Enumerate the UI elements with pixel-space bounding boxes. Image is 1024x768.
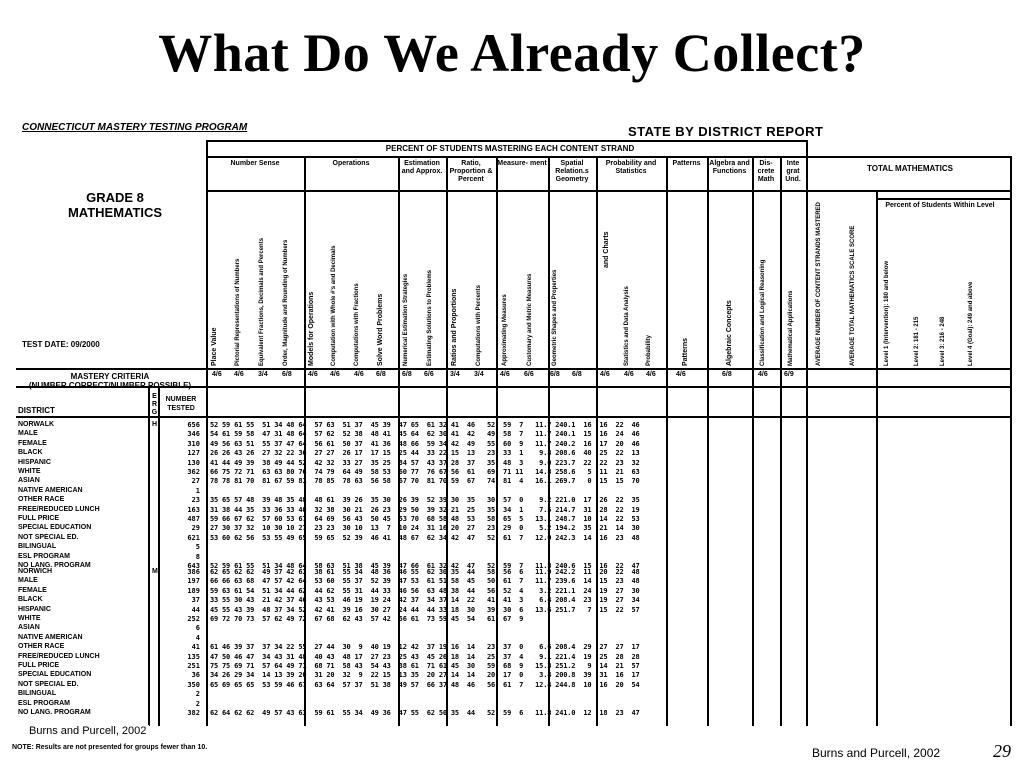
subcolumn-label: Approximating Measures <box>502 294 508 366</box>
grade-label: GRADE 8 MATHEMATICS <box>67 190 163 220</box>
subcolumn-label: Patterns <box>682 337 689 366</box>
row-values: 54 61 59 58 47 31 48 64 57 62 52 38 48 41 45 64 62 30 41 42 49 58 7 11.7 240.1 15 16 24 46 <box>210 430 640 439</box>
grid-line <box>206 190 1010 192</box>
row-number-tested: 5 <box>195 543 200 552</box>
subcolumn-label: Level 3: 216 - 248 <box>940 316 946 366</box>
row-values: 66 66 63 68 47 57 42 64 53 60 55 37 52 39 47 53 61 51 58 45 50 61 7 11.7 239.6 14 15 23 48 <box>210 577 640 586</box>
row-values: 33 55 30 43 21 42 37 46 43 53 46 19 19 24 42 37 34 37 14 22 41 41 3 6.4 208.4 23 19 27 34 <box>210 596 640 605</box>
program-header: CONNECTICUT MASTERY TESTING PROGRAM <box>22 122 248 133</box>
subcolumn-label: Solve Word Problems <box>377 293 384 366</box>
row-label: BILINGUAL <box>18 690 57 698</box>
row-values: 59 66 67 62 57 60 53 67 64 69 56 43 50 45 53 70 68 58 48 53 58 65 5 13.1 248.7 10 14 22 53 <box>210 515 640 523</box>
row-number-tested: 36 <box>191 671 200 680</box>
row-label: NOT SPECIAL ED. <box>18 680 79 688</box>
percent-within-level-header: Percent of Students Within Level <box>885 202 995 209</box>
row-label: ASIAN <box>18 477 40 485</box>
grid-line <box>206 140 806 142</box>
criteria-cell: 3/4 <box>474 371 484 378</box>
row-values: 34 26 29 34 14 13 39 20 31 20 32 9 22 15 13 35 20 27 14 14 20 17 0 3.4 200.8 39 31 16 17 <box>210 671 640 680</box>
row-label: SPECIAL EDUCATION <box>18 671 92 679</box>
row-label: ASIAN <box>18 624 40 632</box>
row-label: FEMALE <box>18 439 47 447</box>
criteria-cell: 6/8 <box>722 371 732 378</box>
row-label: ESL PROGRAM <box>18 552 70 560</box>
row-label: NO LANG. PROGRAM <box>18 709 91 716</box>
row-values: 61 46 39 37 37 34 22 55 27 44 30 9 40 19 12 42 37 19 16 14 23 37 0 6.6 208.4 29 27 27 17 <box>210 643 640 652</box>
row-label: FREE/REDUCED LUNCH <box>18 652 100 660</box>
row-number-tested: 163 <box>187 505 200 514</box>
criteria-cell: 6/8 <box>572 371 582 378</box>
grid-line <box>707 156 709 726</box>
subcolumn-label: Statistics and Data Analysis <box>624 286 630 366</box>
row-label: NORWICH <box>18 568 53 575</box>
row-values: 62 64 62 62 49 57 43 63 59 61 55 34 49 36 47 55 62 50 35 44 52 59 6 11.8 241.0 12 18 23 47 <box>210 709 640 717</box>
row-label: NATIVE AMERICAN <box>18 486 83 494</box>
row-values: 78 78 81 70 81 67 59 81 78 85 78 63 56 58 67 70 81 70 59 67 74 81 4 16.1 269.7 0 15 15 70 <box>210 477 640 486</box>
row-number-tested: 4 <box>195 633 200 642</box>
strand-discrete-math: Dis- crete Math <box>757 160 775 183</box>
number-tested-header: NUMBER TESTED <box>165 396 197 412</box>
row-number-tested: 1 <box>195 486 200 495</box>
grid-line <box>16 416 1010 418</box>
row-values: 26 26 43 26 27 32 22 36 27 27 26 17 17 15 25 44 33 22 15 13 23 33 1 9.8 208.6 40 25 22 13 <box>210 449 640 458</box>
row-values: 41 44 49 39 38 49 44 52 42 32 33 27 35 25 34 57 43 37 28 37 35 48 3 9.0 223.7 22 22 23 32 <box>210 458 640 467</box>
row-number-tested: 621 <box>187 533 200 542</box>
row-number-tested: 252 <box>187 615 200 623</box>
gender-column-header: E R G <box>151 393 158 416</box>
criteria-cell: 4/6 <box>758 371 768 378</box>
row-number-tested: 41 <box>191 643 200 652</box>
row-values: 69 72 70 73 57 62 49 72 67 68 62 43 57 42 56 61 73 59 45 54 61 67 9 <box>210 615 524 623</box>
row-values: 59 63 61 54 51 34 44 62 44 62 55 31 44 33 46 56 63 48 38 44 56 52 4 3.2 221.1 24 19 27 30 <box>210 586 640 595</box>
row-values: 52 59 61 55 51 34 48 64 58 63 51 38 45 39 47 66 61 32 42 47 52 59 7 11.8 240.6 15 16 22 47 <box>210 562 640 570</box>
criteria-cell: 3/4 <box>258 371 268 378</box>
criteria-cell: 3/4 <box>450 371 460 378</box>
row-values: 35 65 57 48 39 48 35 48 48 61 39 26 35 30 26 39 52 39 30 35 30 57 0 9.2 221.0 17 26 22 35 <box>210 496 640 505</box>
subcolumn-label: Numerical Estimation Strategies <box>403 273 409 366</box>
strand-measurement: Measure- ment <box>497 160 547 167</box>
subcolumn-label: AVERAGE TOTAL MATHEMATICS SCALE SCORE <box>850 225 856 366</box>
row-values: 45 55 43 39 48 37 34 52 42 41 39 16 30 27 24 44 44 33 18 30 39 30 6 13.6 251.7 7 15 22 57 <box>210 605 640 614</box>
row-label: FULL PRICE <box>18 515 60 522</box>
row-label: OTHER RACE <box>18 643 65 651</box>
row-number-tested: 8 <box>195 552 200 561</box>
criteria-cell: 4/6 <box>646 371 656 378</box>
row-number-tested: 386 <box>187 568 200 576</box>
grid-line <box>876 190 878 726</box>
strand-patterns: Patterns <box>672 160 701 167</box>
strand-integrated: Inte grat Und. <box>785 160 801 183</box>
row-label: NATIVE AMERICAN <box>18 633 83 641</box>
criteria-cell: 4/6 <box>500 371 510 378</box>
subcolumn-label: Probability <box>646 334 652 366</box>
percent-mastering-header: PERCENT OF STUDENTS MASTERING EACH CONTENT STRAND <box>385 144 635 153</box>
criteria-cell: 4/6 <box>212 371 222 378</box>
row-values: 66 75 72 71 63 63 80 76 74 79 64 49 58 53 60 77 76 67 56 61 69 71 11 14.8 258.6 5 11 21 63 <box>210 468 640 476</box>
criteria-cell: 6/9 <box>784 371 794 378</box>
row-label: HISPANIC <box>18 605 51 613</box>
grid-line <box>206 140 208 726</box>
row-number-tested: 350 <box>187 680 200 689</box>
strand-estimation: Estimation and Approx. <box>401 160 443 175</box>
mastery-criteria-label: MASTERY CRITERIA <box>70 372 150 381</box>
subcolumn-label: Mathematical Applications <box>788 290 794 366</box>
row-label: MALE <box>18 430 38 438</box>
strand-ratio-proportion: Ratio, Proportion & Percent <box>449 160 493 183</box>
row-number-tested: 197 <box>187 577 200 586</box>
row-number-tested: 2 <box>195 699 200 708</box>
row-label: OTHER RACE <box>18 496 65 504</box>
criteria-cell: 6/8 <box>402 371 412 378</box>
grid-line <box>16 386 1010 388</box>
row-label: BLACK <box>18 449 43 457</box>
row-number-tested: 135 <box>187 652 200 661</box>
row-values: 65 69 65 65 53 59 46 67 63 64 57 37 51 38 49 57 66 37 48 46 56 61 7 12.4 244.8 10 16 20 54 <box>210 680 640 689</box>
row-label: BILINGUAL <box>18 543 57 551</box>
criteria-cell: 4/6 <box>234 371 244 378</box>
report-title: STATE BY DISTRICT REPORT <box>628 124 824 139</box>
row-number-tested: 127 <box>187 449 200 458</box>
row-values: 75 75 69 71 57 64 49 71 68 71 58 43 54 43 38 61 71 61 45 30 59 68 9 15.3 251.2 9 14 21 57 <box>210 662 640 670</box>
subcolumn-label: Pictorial Representations of Numbers <box>235 258 241 366</box>
row-values: 27 30 37 32 10 30 10 27 23 23 30 10 13 7 10 24 31 16 20 27 23 29 0 5.2 194.2 35 21 14 30 <box>210 524 640 533</box>
row-number-tested: 189 <box>187 586 200 595</box>
subcolumn-label: Level 4 (Goal): 249 and above <box>968 281 974 366</box>
grid-line <box>206 156 1010 158</box>
subcolumn-label: Ratios and Proportions <box>451 288 458 366</box>
grid-line <box>666 156 668 726</box>
row-label: WHITE <box>18 615 41 622</box>
row-number-tested: 656 <box>187 421 200 429</box>
row-number-tested: 23 <box>191 496 200 505</box>
row-values: 62 65 62 62 49 37 42 63 38 61 55 34 48 36 46 55 62 30 35 44 58 56 6 11.9 242.2 11 20 22 48 <box>210 568 640 576</box>
row-label: NOT SPECIAL ED. <box>18 533 79 541</box>
row-number-tested: 37 <box>191 596 200 605</box>
subcolumn-label: and Charts <box>603 231 610 268</box>
row-label: BLACK <box>18 596 43 604</box>
grid-line <box>780 156 782 726</box>
subcolumn-label: Estimating Solutions to Problems <box>427 269 433 366</box>
subcolumn-label: Classification and Logical Reasoning <box>760 259 766 366</box>
row-number-tested: 382 <box>187 709 200 717</box>
row-number-tested: 2 <box>195 690 200 699</box>
row-label: FEMALE <box>18 586 47 594</box>
subcolumn-label: AVERAGE NUMBER OF CONTENT STRANDS MASTERED <box>816 202 822 366</box>
subcolumn-label: Level 2: 181 - 215 <box>914 316 920 366</box>
row-values: 53 60 62 56 53 55 49 65 59 65 52 39 46 41 48 67 62 34 42 47 52 61 7 12.0 242.3 14 16 23 48 <box>210 533 640 542</box>
source-citation-corner: Burns and Purcell, 2002 <box>812 746 941 760</box>
grid-line <box>806 140 808 726</box>
test-date: TEST DATE: 09/2000 <box>22 340 100 349</box>
subcolumn-label: Algebraic Concepts <box>726 300 733 366</box>
source-citation: Burns and Purcell, 2002 <box>26 725 149 737</box>
criteria-cell: 6/8 <box>550 371 560 378</box>
strand-probability-statistics: Probability and Statistics <box>605 160 657 175</box>
subcolumn-label: Computations with Fractions <box>354 283 360 366</box>
subcolumn-label: Geometric Shapes and Properties <box>552 269 558 366</box>
criteria-cell: 4/6 <box>676 371 686 378</box>
strand-operations: Operations <box>332 160 370 167</box>
footnote: NOTE: Results are not presented for groups fewer than 10. <box>12 744 208 751</box>
row-label: NO LANG. PROGRAM <box>18 562 91 569</box>
criteria-cell: 6/8 <box>282 371 292 378</box>
criteria-cell: 6/6 <box>424 371 434 378</box>
slide-title: What Do We Already Collect? <box>158 23 866 83</box>
criteria-cell: 6/8 <box>376 371 386 378</box>
subcolumn-label: Models for Operations <box>308 291 315 366</box>
row-label: SPECIAL EDUCATION <box>18 524 92 532</box>
row-number-tested: 362 <box>187 468 200 476</box>
row-label: ESL PROGRAM <box>18 699 70 707</box>
row-values: 47 50 46 47 34 43 31 48 40 43 48 17 27 23 25 43 45 26 18 14 25 37 4 9.1 221.4 19 25 28 28 <box>210 652 640 661</box>
row-label: NORWALK <box>18 421 55 428</box>
subcolumn-label: Computations with Percents <box>476 284 482 366</box>
subcolumn-label: Order, Magnitude and Rounding of Numbers <box>283 239 289 366</box>
strand-algebra: Algebra and Functions <box>709 160 750 175</box>
subcolumn-label: Computation with Whole #'s and Decimals <box>331 245 337 366</box>
grid-line <box>16 368 1010 370</box>
row-values: 52 59 61 55 51 34 48 64 57 63 51 37 45 39 47 65 61 32 41 46 52 59 7 11.7 240.1 16 16 22 46 <box>210 421 640 429</box>
row-label: FULL PRICE <box>18 662 60 669</box>
row-flag: H <box>152 421 158 428</box>
subcolumn-label: Customary and Metric Measures <box>527 273 533 366</box>
row-number-tested: 130 <box>187 458 200 467</box>
row-number-tested: 29 <box>191 524 200 533</box>
total-mathematics-header: TOTAL MATHEMATICS <box>867 164 953 173</box>
page-number: 29 <box>993 741 1011 761</box>
criteria-cell: 6/6 <box>524 371 534 378</box>
row-label: WHITE <box>18 468 41 475</box>
row-number-tested: 6 <box>195 624 200 633</box>
criteria-cell: 4/6 <box>330 371 340 378</box>
grid-line <box>752 156 754 726</box>
row-number-tested: 346 <box>187 430 200 439</box>
strand-spatial-geometry: Spatial Relation.s Geometry <box>555 160 589 183</box>
grid-line <box>876 198 1010 200</box>
subcolumn-label: Place Value <box>211 327 218 366</box>
row-label: MALE <box>18 577 38 585</box>
row-number-tested: 27 <box>191 477 200 486</box>
district-column-header: DISTRICT <box>18 406 55 415</box>
strand-number-sense: Number Sense <box>230 160 280 167</box>
grid-line <box>148 386 150 726</box>
criteria-cell: 4/6 <box>354 371 364 378</box>
subcolumn-label: Equivalent Fractions, Decimals and Percents <box>259 237 265 366</box>
grid-line <box>1010 156 1012 726</box>
criteria-cell: 4/6 <box>308 371 318 378</box>
row-label: FREE/REDUCED LUNCH <box>18 505 100 513</box>
criteria-cell: 4/6 <box>600 371 610 378</box>
row-number-tested: 643 <box>187 562 200 570</box>
subcolumn-label: Level 1 (Intervention): 180 and below <box>884 260 890 366</box>
mastery-report-scan <box>10 118 1010 743</box>
row-number-tested: 310 <box>187 439 200 448</box>
row-label: HISPANIC <box>18 458 51 466</box>
row-values: 31 38 44 35 33 36 33 40 32 38 30 21 26 23 29 50 39 32 21 25 35 34 1 7.5 214.7 31 28 22 19 <box>210 505 640 514</box>
criteria-cell: 4/6 <box>624 371 634 378</box>
row-number-tested: 44 <box>191 605 200 614</box>
row-values: 49 56 63 51 55 37 47 64 56 61 50 37 41 36 48 66 59 34 42 49 55 60 9 11.7 240.2 16 17 20 46 <box>210 439 640 448</box>
row-flag: M <box>152 568 158 575</box>
row-number-tested: 251 <box>187 662 200 670</box>
row-number-tested: 487 <box>187 515 200 523</box>
